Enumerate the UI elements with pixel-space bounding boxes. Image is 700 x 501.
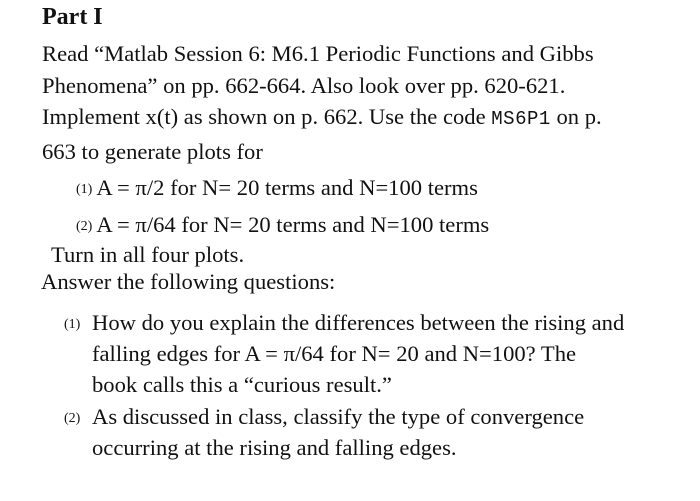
question-text [92,401,689,463]
turn-in-instruction: Turn in all four plots. [51,242,245,267]
intro-line-1: Read “Matlab Session 6: M6.1 Periodic Functions and Gibbs [42,41,594,66]
question-line: How do you explain the differences between the rising and [92,310,625,335]
question-line: occurring at the rising and falling edges. [92,435,457,460]
question-line: falling edges for A = π/64 for N= 20 and N=100? The [92,341,577,366]
question-2 [64,401,689,463]
intro-line-3 [42,101,687,136]
plot-item-2 [76,209,489,244]
page-title: Part I [42,4,103,30]
intro-line-3-end: on p. [550,104,602,129]
intro-line-2: Phenomena” on pp. 662-664. Also look over pp. 620-621. [42,72,566,98]
intro-line-3-start: Implement x(t) as shown on p. 662. Use the code [42,104,492,129]
plot-item-text: A = π/2 for N= 20 terms and N=100 terms [96,175,478,200]
answer-heading: Answer the following questions: [41,269,336,294]
code-name: MS6P1 [491,108,551,130]
plot-item-number: (2) [76,219,93,234]
intro-paragraph [42,38,687,167]
question-1 [64,307,689,400]
question-text [92,307,689,400]
question-line: As discussed in class, classify the type of convergence [92,404,585,429]
question-number: (1) [64,317,81,332]
plot-item-1 [76,172,478,207]
plot-item-text: A = π/64 for N= 20 terms and N=100 terms [96,212,490,237]
question-line: book calls this a “curious result.” [92,372,392,397]
intro-line-4: 663 to generate plots for [42,138,263,164]
question-number: (2) [64,411,81,426]
plot-item-number: (1) [76,182,93,197]
